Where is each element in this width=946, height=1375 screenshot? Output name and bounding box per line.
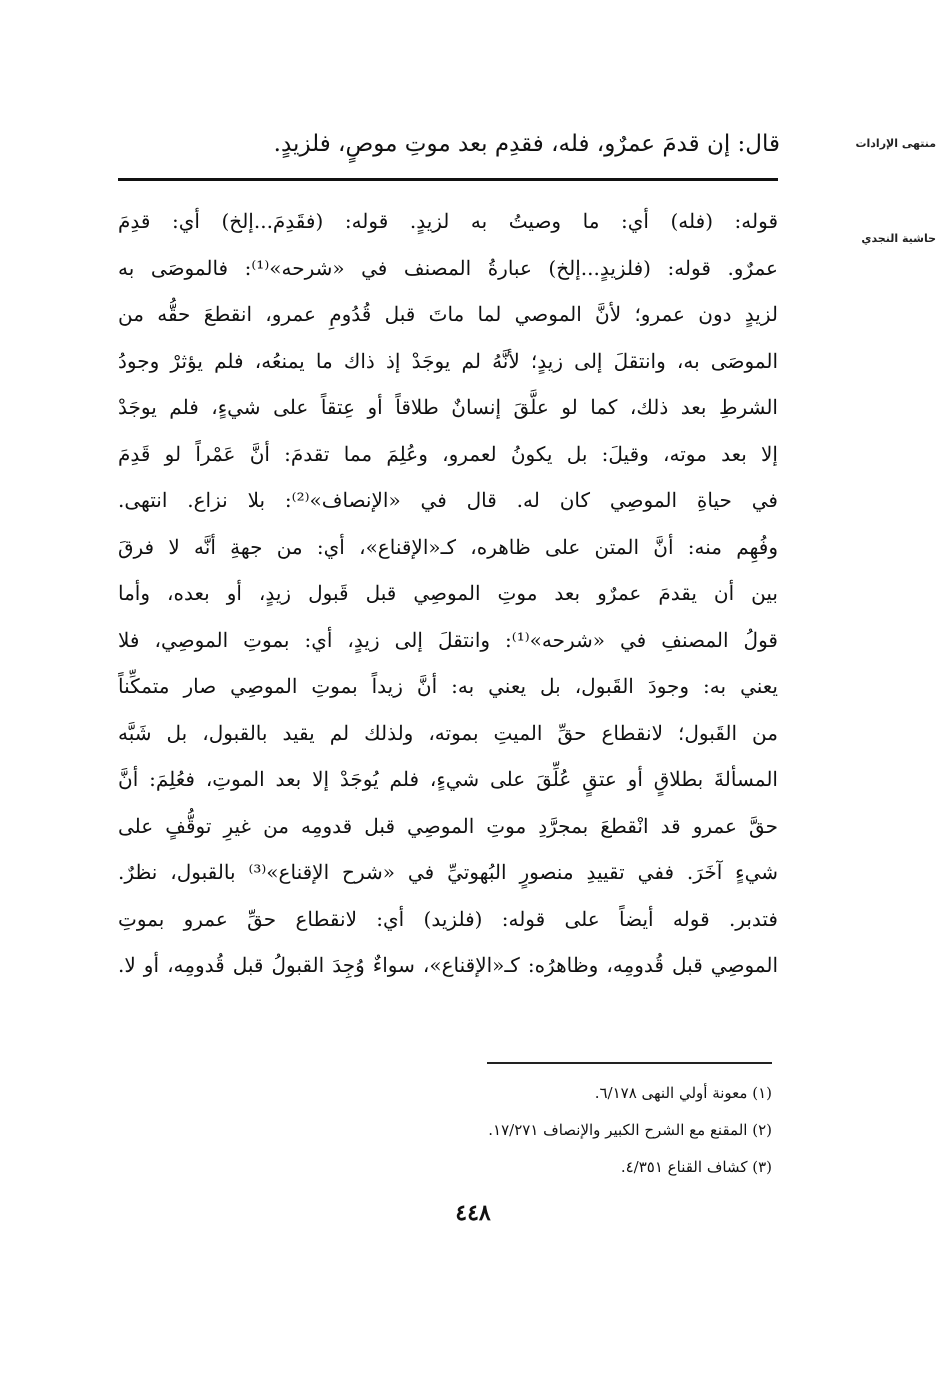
- footnotes: [300, 1075, 772, 1186]
- commentary-line: قولُ المصنفِ في «شرحه»⁽¹⁾: وانتقلَ إلى زيدٍ، أي: بموتِ الموصِي، فلا: [118, 627, 778, 652]
- commentary-line: الشرطِ بعد ذلك، كما لو علَّقَ إنسانٌ طلاقاً أو عِتقاً على شيءٍ، فلم يوجَدْ: [118, 395, 778, 419]
- page-number: ٤٤٨: [455, 1200, 491, 1226]
- commentary-line: قوله: (فله) أي: ما وصيتُ به لزيدٍ. قوله: (فقَدِمَ...إلخ) أي: قدِمَ: [118, 209, 778, 233]
- running-header-label: منتهى الإرادات: [855, 137, 936, 150]
- commentary-line: بين أن يقدمَ عمرٌو بعد موتِ الموصِي قبل قَبول زيدٍ، أو بعده، وأما: [118, 581, 778, 605]
- commentary-line: يعني به: وجودَ القَبول، بل يعني به: أنَّ زيداً بموتِ الموصِي صار متمكِّناً: [118, 674, 778, 698]
- section-divider: [118, 178, 778, 181]
- commentary-line: الموصِي قبل قُدومِه، وظاهرُه: كـ«الإقناع»، سواءٌ وُجِدَ القبولُ قبل قُدومِه، أو لا.: [118, 953, 778, 977]
- commentary-line: في حياةِ الموصِي كان له. قال في «الإنصاف»⁽²⁾: بلا نزاع. انتهى.: [118, 488, 778, 512]
- footnote: (١) معونة أولي النهى ٦/١٧٨.: [594, 1084, 772, 1102]
- commentary-line: فتدبر. قوله أيضاً على قوله: (فلزيد) أي: لانقطاع حقِّ عمرو بموتِ: [118, 906, 778, 931]
- commentary-line: وفُهِم منه: أنَّ المتن على ظاهره، كـ«الإقناع»، أي: من جهةِ أنَّه لا فرقَ: [118, 534, 778, 559]
- main-text-line: قال: إن قدمَ عمرٌو، فله، فقدِم بعد موتِ موصٍ، فلزيدٍ.: [273, 131, 780, 157]
- commentary-body: [118, 198, 778, 989]
- commentary-line: من القَبول؛ لانقطاع حقِّ الميتِ بموته، ولذلك لم يقيد بالقبول، بل شَبَّه: [118, 720, 778, 745]
- commentary-line: لزيدٍ دون عمرو؛ لأنَّ الموصي لما ماتَ قبل قُدُومِ عمرو، انقطعَ حقُّه من: [118, 302, 778, 326]
- footnote: (٢) المقنع مع الشرح الكبير والإنصاف ١٧/٢٧١.: [488, 1121, 772, 1139]
- footnote-divider: [487, 1062, 772, 1064]
- commentary-line: عمرٌو. قوله: (فلزيدٍ...إلخ) عبارةُ المصنف في «شرحه»⁽¹⁾: فالموصَى به: [118, 255, 778, 280]
- commentary-line: حقَّ عمرو قد انْقطعَ بمجرَّدِ موتِ الموصِي قبل قدومِه من غيرِ توقُّفٍ على: [118, 813, 778, 838]
- footnote: (٣) كشاف القناع ٤/٣٥١.: [620, 1158, 772, 1176]
- commentary-line: المسألةَ بطلاقٍ أو عتقٍ عُلِّقَ على شيءٍ، فلم يُوجَدْ إلا بعد الموتِ، فعُلِمَ: أنَّ: [118, 767, 778, 791]
- commentary-line: إلا بعد موته، وقيلَ: بل يكونُ لعمرو، وعُلِمَ مما تقدمَ: أنَّ عَمْراً لو قَدِمَ: [118, 441, 778, 466]
- commentary-line: الموصَى به، وانتقلَ إلى زيدٍ؛ لأنَّهُ لم يوجَدْ إذ ذاك ما يمنعُه، فلم يؤثرْ وجودُ: [118, 348, 778, 373]
- commentary-label: حاشية النجدي: [861, 232, 936, 245]
- commentary-line: شيءٍ آخَرَ. ففي تقييدِ منصورٍ البُهوتيِّ في «شرح الإقناع»⁽³⁾ بالقبول، نظرٌ.: [118, 860, 778, 884]
